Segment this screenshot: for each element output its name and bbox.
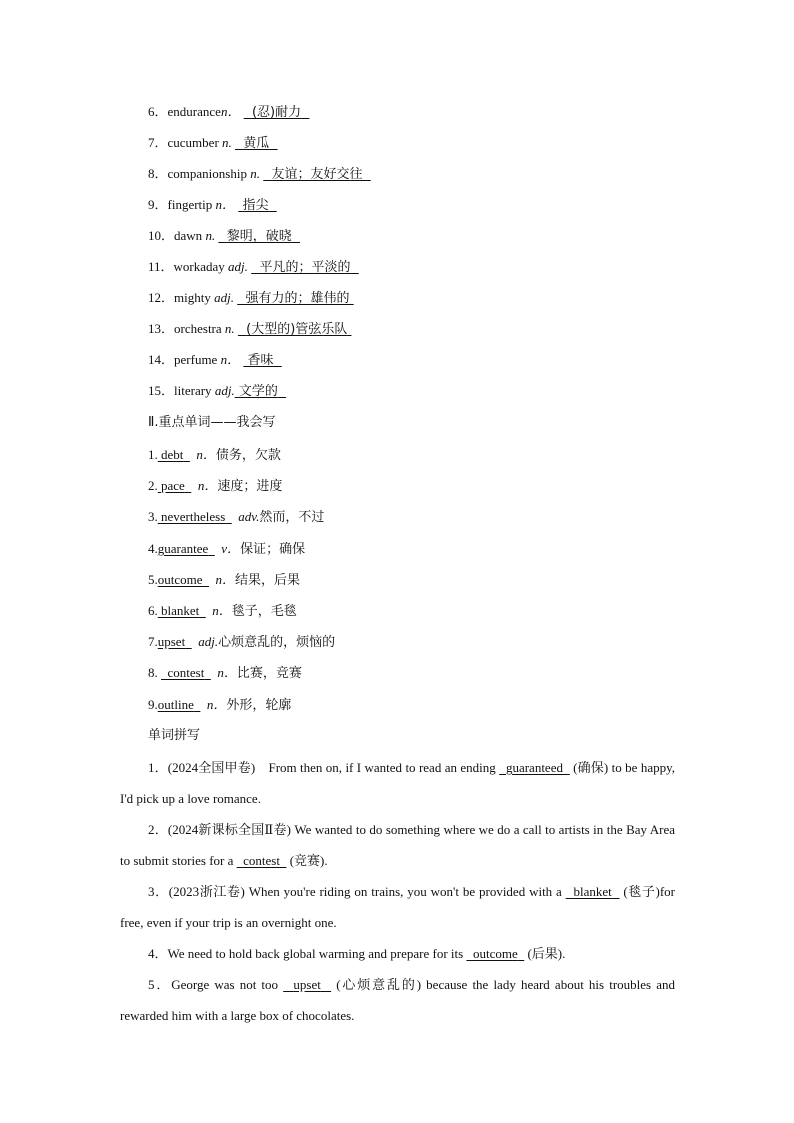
- answer-text: guarantee: [157, 541, 209, 556]
- meaning-text: 结果，后果: [235, 573, 301, 588]
- vocab-meaning: [238, 198, 276, 213]
- vocab-word: cucumber: [167, 135, 219, 150]
- part-of-speech: adj.: [214, 383, 235, 398]
- answer-blank: [158, 541, 215, 556]
- item-number: 12．: [148, 290, 175, 305]
- item-number: 3．: [148, 884, 169, 899]
- sentence-text: (毯子)for free, even if your trip is an overnight one.: [120, 884, 676, 930]
- answer-text: contest: [167, 665, 205, 680]
- part-of-speech: n.: [205, 228, 216, 243]
- vocab-item-15: [148, 382, 286, 401]
- part-of-speech: adv.: [238, 509, 260, 524]
- item-number: 6.: [148, 603, 158, 618]
- item-number: 8.: [148, 665, 158, 680]
- vocab-item-8: [148, 165, 371, 184]
- item-number: 2．: [148, 822, 168, 837]
- key-word-item-7: [148, 633, 335, 652]
- answer-text: blanket: [161, 603, 200, 618]
- part-of-speech: n．: [197, 478, 218, 493]
- vocab-word: companionship: [167, 166, 247, 181]
- meaning-text: 文学的: [238, 384, 278, 399]
- item-number: 5.: [148, 572, 158, 587]
- vocab-item-7: [148, 134, 278, 153]
- vocab-word: dawn: [174, 228, 203, 243]
- vocab-meaning: [238, 322, 352, 337]
- part-of-speech: n．: [215, 572, 236, 587]
- key-word-item-6: [148, 602, 297, 621]
- item-number: 1．: [148, 760, 168, 775]
- answer-text: upset: [157, 634, 186, 649]
- meaning-text: 友谊；友好交往: [271, 167, 363, 182]
- meaning-text: (大型的)管弦乐队: [246, 322, 348, 337]
- vocab-word: perfume: [174, 352, 218, 367]
- item-number: 7.: [148, 634, 158, 649]
- spelling-item-5: [120, 969, 675, 1031]
- spelling-item-3: [120, 876, 675, 938]
- item-number: 4.: [148, 541, 158, 556]
- vocab-meaning: [263, 167, 371, 182]
- answer-text: outcome: [157, 572, 203, 587]
- spelling-item-4: [120, 938, 675, 969]
- vocab-meaning: [237, 291, 353, 306]
- vocab-item-12: [148, 289, 354, 308]
- item-number: 5．: [148, 977, 172, 992]
- vocab-meaning: [243, 353, 281, 368]
- vocab-word: orchestra: [174, 321, 222, 336]
- item-number: 15．: [148, 383, 175, 398]
- item-number: 10．: [148, 228, 175, 243]
- key-word-item-4: [148, 540, 305, 559]
- answer-text: upset: [293, 977, 321, 992]
- meaning-text: 毯子，毛毯: [231, 604, 297, 619]
- vocab-word: literary: [174, 383, 212, 398]
- answer-blank: [566, 884, 620, 899]
- item-number: 9．: [148, 197, 168, 212]
- part-of-speech: n．: [212, 603, 232, 618]
- part-of-speech: n.: [222, 135, 232, 150]
- part-of-speech: n．: [196, 447, 216, 462]
- vocab-meaning: [235, 384, 286, 399]
- vocab-item-9: [148, 196, 277, 215]
- answer-blank: [161, 665, 211, 680]
- spelling-title: 单词拼写: [148, 728, 201, 743]
- meaning-text: 心烦意乱的，烦恼的: [218, 635, 336, 650]
- part-of-speech: n．: [217, 665, 237, 680]
- answer-text: blanket: [573, 884, 612, 899]
- key-word-item-2: [148, 477, 282, 496]
- answer-blank: [499, 760, 570, 775]
- part-of-speech: v．: [221, 541, 241, 556]
- answer-text: contest: [243, 853, 280, 868]
- part-of-speech: adj.: [198, 634, 219, 649]
- vocab-item-13: [148, 320, 351, 339]
- meaning-text: 外形，轮廓: [226, 698, 292, 713]
- meaning-text: 指尖: [242, 198, 269, 213]
- meaning-text: 香味: [247, 353, 274, 368]
- answer-text: debt: [161, 447, 184, 462]
- item-number: 4．: [148, 946, 168, 961]
- item-number: 7．: [148, 135, 168, 150]
- vocab-item-14: [148, 351, 282, 370]
- vocab-item-6: [148, 103, 309, 122]
- meaning-text: 比赛，竞赛: [236, 666, 302, 681]
- part-of-speech: n.: [224, 321, 235, 336]
- part-of-speech: n．: [206, 697, 227, 712]
- sentence-text: (后果).: [524, 946, 566, 961]
- item-number: 11．: [148, 259, 174, 274]
- part-of-speech: adj.: [214, 290, 234, 305]
- meaning-text: 强有力的；雄伟的: [245, 291, 350, 306]
- item-number: 2.: [148, 478, 158, 493]
- meaning-text: 平凡的；平淡的: [259, 260, 351, 275]
- sentence-text: (竞赛).: [286, 853, 328, 868]
- meaning-text: 然而，不过: [259, 510, 325, 525]
- vocab-item-10: [148, 227, 300, 246]
- item-number: 3.: [148, 509, 158, 524]
- key-word-item-1: [148, 446, 281, 465]
- sentence-text: (心烦意乱的) because the lady heard about his troubles and rewarded him with a large box of chocolates.: [120, 977, 675, 1023]
- part-of-speech: n．: [220, 104, 241, 119]
- answer-blank: [158, 509, 232, 524]
- item-number: 13．: [148, 321, 175, 336]
- answer-blank: [283, 977, 331, 992]
- vocab-meaning: [251, 260, 359, 275]
- key-word-item-5: [148, 571, 300, 590]
- vocab-word: endurance: [167, 104, 221, 119]
- item-number: 14．: [148, 352, 175, 367]
- sentence-text: (2024全国甲卷) From then on, if I wanted to read an ending: [167, 760, 500, 775]
- part-of-speech: n．: [215, 197, 236, 212]
- answer-text: nevertheless: [161, 509, 226, 524]
- sentence-text: (2023浙江卷) When you're riding on trains, you won't be provided with a: [168, 884, 566, 899]
- answer-blank: [158, 634, 192, 649]
- meaning-text: 黄瓜: [243, 136, 270, 151]
- answer-blank: [237, 853, 287, 868]
- item-number: 1.: [148, 447, 158, 462]
- answer-text: outline: [157, 697, 194, 712]
- meaning-text: 黎明，破晓: [226, 229, 292, 244]
- meaning-text: (忍)耐力: [251, 105, 302, 120]
- sentence-text: We need to hold back global warming and prepare for its: [167, 946, 467, 961]
- sentence-text: George was not too: [171, 977, 284, 992]
- sentence-text: (2024新课标全国Ⅱ卷) We wanted to do something where we do a call to artists in the Bay Area to submit stories for a: [120, 822, 675, 868]
- meaning-text: 速度；进度: [217, 479, 283, 494]
- vocab-word: mighty: [174, 290, 211, 305]
- vocab-meaning: [244, 105, 310, 120]
- answer-blank: [158, 697, 201, 712]
- section-title: Ⅱ.重点单词——我会写: [148, 415, 276, 430]
- answer-text: guaranteed: [505, 760, 563, 775]
- vocab-meaning: [235, 136, 278, 151]
- vocab-item-11: [148, 258, 359, 277]
- vocab-word: workaday: [173, 259, 225, 274]
- answer-text: outcome: [472, 946, 518, 961]
- key-word-item-8: [148, 664, 302, 683]
- answer-blank: [158, 572, 209, 587]
- item-number: 6．: [148, 104, 168, 119]
- part-of-speech: n．: [220, 352, 241, 367]
- sentence-text: (确保) to be happy, I'd pick up a love romance.: [120, 760, 676, 806]
- item-number: 9.: [148, 697, 158, 712]
- vocab-meaning: [218, 229, 300, 244]
- spelling-item-1: [120, 752, 675, 814]
- spelling-item-2: [120, 814, 675, 876]
- answer-blank: [158, 447, 190, 462]
- key-word-item-3: [148, 508, 324, 527]
- vocab-word: fingertip: [167, 197, 213, 212]
- answer-blank: [158, 603, 206, 618]
- answer-blank: [466, 946, 524, 961]
- meaning-text: 债务，欠款: [215, 448, 281, 463]
- key-word-item-9: [148, 696, 291, 715]
- answer-text: pace: [161, 478, 185, 493]
- meaning-text: 保证；确保: [240, 542, 306, 557]
- answer-blank: [158, 478, 192, 493]
- item-number: 8．: [148, 166, 168, 181]
- part-of-speech: n.: [250, 166, 260, 181]
- part-of-speech: adj.: [228, 259, 248, 274]
